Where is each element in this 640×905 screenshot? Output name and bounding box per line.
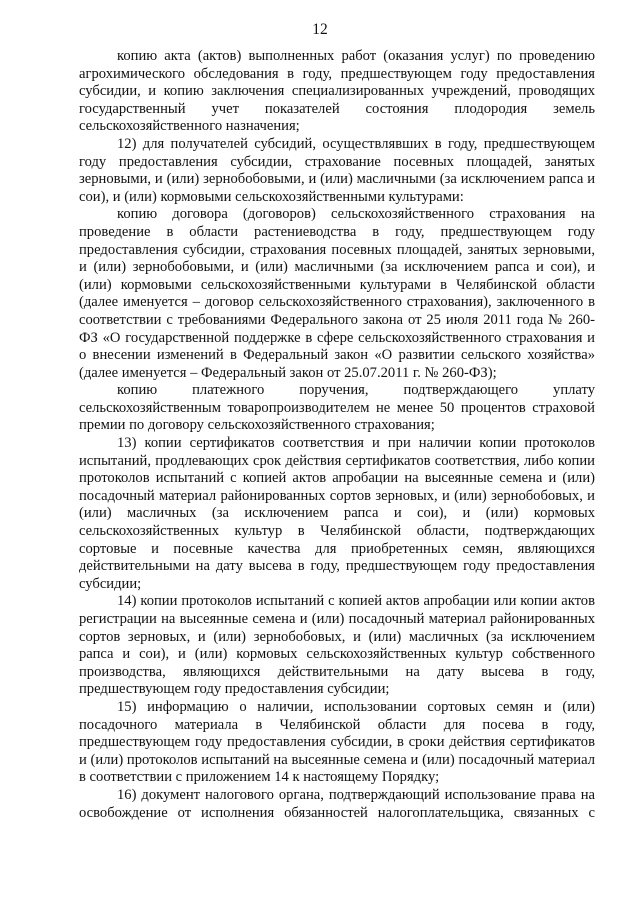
paragraph-agrochemical-act: копию акта (актов) выполненных работ (оказания услуг) по проведению агрохимического обследования в году, предшествующем году предоставления субсидии, и копию заключения специализированных учреждений, проводящих государственный учет показателей состояния плодородия земель сельскохозяйственного назначения; bbox=[79, 48, 595, 135]
paragraph-item-14: 14) копии протоколов испытаний с копией актов апробации или копии актов регистрации на высеянные семена и (или) посадочный материал районированных сортов зерновых, и (или) зернобобовых, и (или) масличных (за исключением рапса и сои), и (или) кормовых сельскохозяйственных культур собственного производства, являющихся действительными на дату высева в году, предшествующем году предоставления субсидии; bbox=[79, 593, 595, 698]
paragraph-payment-order: копию платежного поручения, подтверждающего уплату сельскохозяйственным товаропроизводителем не менее 50 процентов страховой премии по договору сельскохозяйственного страхования; bbox=[79, 382, 595, 434]
paragraph-item-16: 16) документ налогового органа, подтверждающий использование права на освобождение от исполнения обязанностей налогоплательщика, связанных с bbox=[79, 786, 595, 821]
paragraph-insurance-contract: копию договора (договоров) сельскохозяйственного страхования на проведение в области растениеводства в году, предшествующем году предоставления субсидии, страхования посевных площадей, занятых зерновыми, и (или) зернобобовыми, и (или) масличными (за исключением рапса и сои), и (или) кормовыми сельскохозяйственными культурами в Челябинской области (далее именуется – договор сельскохозяйственного страхования), заключенного в соответствии с требованиями Федерального закона от 25 июля 2011 года № 260-ФЗ «О государственной поддержке в сфере сельскохозяйственного страхования и о внесении изменений в Федеральный закон «О развитии сельского хозяйства» (далее именуется – Федеральный закон от 25.07.2011 г. № 260-ФЗ); bbox=[79, 206, 595, 381]
document-body bbox=[79, 48, 595, 822]
paragraph-item-13: 13) копии сертификатов соответствия и при наличии копии протоколов испытаний, продлевающих срок действия сертификатов соответствия, либо копии протоколов испытаний с копией актов апробации на высеянные семена и (или) посадочный материал районированных сортов зерновых, и (или) зернобобовых, и (или) масличных (за исключением рапса и сои), и (или) кормовых сельскохозяйственных культур в Челябинской области, подтверждающих сортовые и посевные качества для приобретенных семян, являющихся действительными на дату высева в году, предшествующем году предоставления субсидии; bbox=[79, 435, 595, 592]
paragraph-item-12: 12) для получателей субсидий, осуществлявших в году, предшествующем году предоставления субсидии, страхование посевных площадей, занятых зерновыми, и (или) зернобобовыми, и (или) масличными (за исключением рапса и сои), и (или) кормовыми сельскохозяйственными культурами: bbox=[79, 135, 595, 205]
page-number: 12 bbox=[312, 21, 328, 38]
paragraph-item-15: 15) информацию о наличии, использовании сортовых семян и (или) посадочного материала в Челябинской области для посева в году, предшествующем году предоставления субсидии, в сроки действия сертификатов и (или) протоколов испытаний на высеянные семена и (или) посадочный материал в соответствии с приложением 14 к настоящему Порядку; bbox=[79, 698, 595, 786]
